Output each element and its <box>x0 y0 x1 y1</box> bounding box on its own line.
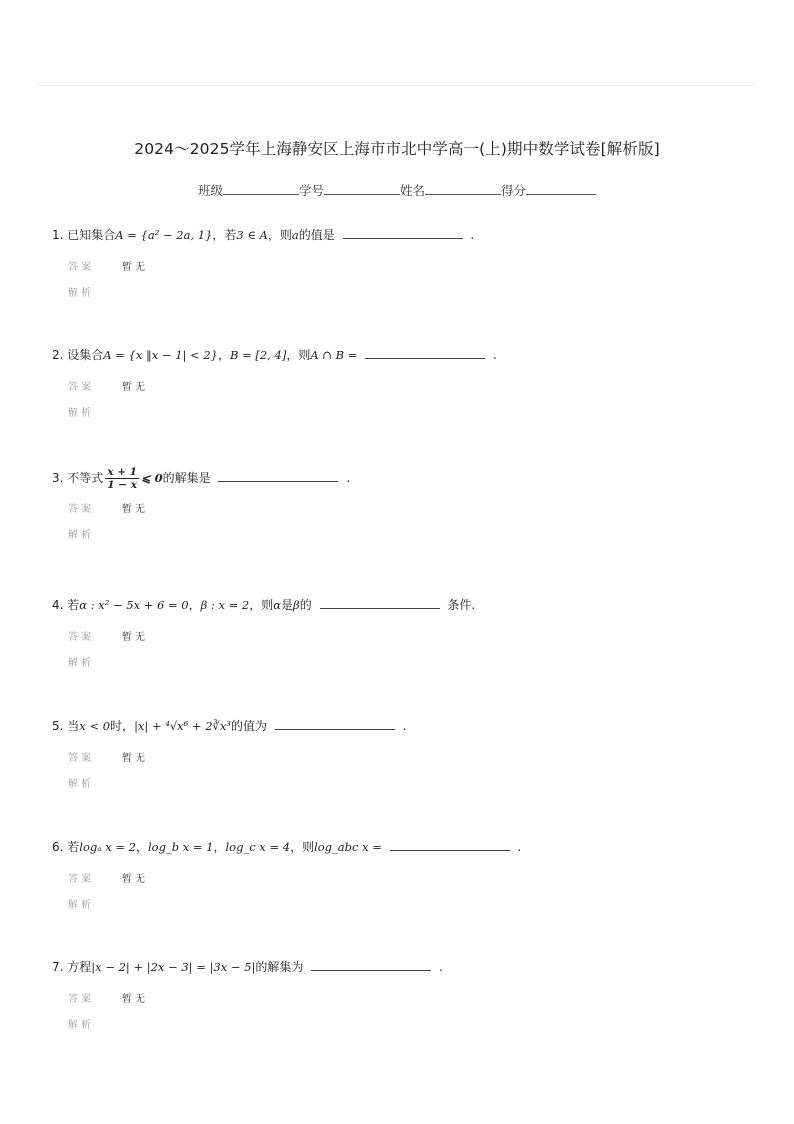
question-number: 2. <box>52 348 64 362</box>
question-connector: 时， <box>110 719 135 733</box>
question-6 <box>52 838 752 915</box>
question-1 <box>52 226 752 303</box>
analysis-row <box>52 655 752 673</box>
student-number-label: 学号 <box>298 183 324 198</box>
math-expression: |x − 2| + |2x − 3| = |3x − 5| <box>91 960 256 974</box>
analysis-row <box>52 405 752 423</box>
answer-label: 答案 <box>68 632 94 643</box>
question-number: 7. <box>52 960 64 974</box>
answer-value: 暂无 <box>122 632 148 643</box>
question-suffix: 的解集是 <box>162 471 211 485</box>
math-expression: x < 0 <box>79 719 111 733</box>
answer-row <box>52 871 752 889</box>
analysis-row <box>52 897 752 915</box>
question-connector: 是 <box>281 598 294 612</box>
math-expression: 3 ∈ A <box>236 228 268 242</box>
question-connector: ，则 <box>286 348 311 362</box>
question-suffix: 的值为 <box>230 719 267 733</box>
fraction-numerator: x + 1 <box>107 466 137 478</box>
class-field <box>198 182 299 200</box>
answer-blank[interactable] <box>311 958 431 971</box>
answer-label: 答案 <box>68 382 94 393</box>
analysis-label: 解析 <box>68 288 94 299</box>
math-expression: |x| + ⁴√x⁶ + 2∛x³ <box>134 719 231 733</box>
answer-row <box>52 629 752 647</box>
answer-label: 答案 <box>68 504 94 515</box>
student-info-row <box>0 182 794 200</box>
question-suffix: 的 <box>299 598 312 612</box>
question-text <box>52 466 752 491</box>
analysis-label: 解析 <box>68 408 94 419</box>
score-blank[interactable] <box>526 182 596 195</box>
question-end: . <box>346 471 351 485</box>
answer-value: 暂无 <box>122 753 148 764</box>
question-connector: ，若 <box>212 228 237 242</box>
answer-blank[interactable] <box>343 226 463 239</box>
question-connector: ， <box>188 598 201 612</box>
name-field <box>400 182 501 200</box>
question-prefix: 已知集合 <box>67 228 116 242</box>
math-expression: α : x² − 5x + 6 = 0 <box>79 598 189 612</box>
question-text <box>52 717 752 735</box>
answer-blank[interactable] <box>320 596 440 609</box>
question-prefix: 若 <box>67 840 80 854</box>
fraction <box>105 466 139 491</box>
student-number-blank[interactable] <box>324 182 400 195</box>
answer-value: 暂无 <box>122 874 148 885</box>
math-variable: β <box>293 598 300 612</box>
question-text <box>52 596 752 614</box>
question-number: 5. <box>52 719 64 733</box>
math-expression: log_b x = 1 <box>148 840 214 854</box>
question-connector: ，则 <box>249 598 274 612</box>
question-connector: ， <box>213 840 226 854</box>
analysis-label: 解析 <box>68 658 94 669</box>
score-label: 得分 <box>501 183 527 198</box>
analysis-label: 解析 <box>68 779 94 790</box>
question-text <box>52 226 752 244</box>
question-connector: ， <box>217 348 230 362</box>
score-field <box>501 182 596 200</box>
question-connector: ，则 <box>290 840 315 854</box>
analysis-label: 解析 <box>68 900 94 911</box>
name-blank[interactable] <box>425 182 501 195</box>
question-suffix: 的值是 <box>298 228 335 242</box>
analysis-label: 解析 <box>68 1020 94 1031</box>
question-prefix: 当 <box>67 719 80 733</box>
question-connector: ， <box>135 840 148 854</box>
math-expression: log_c x = 4 <box>225 840 291 854</box>
math-expression: β : x = 2 <box>200 598 250 612</box>
math-variable: a <box>291 228 299 242</box>
analysis-row <box>52 776 752 794</box>
math-expression: ⩽ 0 <box>140 471 163 485</box>
answer-blank[interactable] <box>390 838 510 851</box>
class-label: 班级 <box>197 183 223 198</box>
answer-row <box>52 259 752 277</box>
answer-blank[interactable] <box>365 346 485 359</box>
answer-row <box>52 379 752 397</box>
fraction-denominator: 1 − x <box>107 479 137 491</box>
answer-row <box>52 750 752 768</box>
question-number: 3. <box>52 471 64 485</box>
math-expression: B = [2, 4] <box>229 348 287 362</box>
page-title: 2024～2025学年上海静安区上海市市北中学高一(上)期中数学试卷[解析版] <box>134 140 660 158</box>
question-suffix: 的解集为 <box>255 960 304 974</box>
analysis-row <box>52 527 752 545</box>
answer-value: 暂无 <box>122 504 148 515</box>
question-7 <box>52 958 752 1035</box>
answer-value: 暂无 <box>122 262 148 273</box>
question-number: 6. <box>52 840 64 854</box>
answer-blank[interactable] <box>218 469 338 482</box>
question-end: 条件. <box>447 598 476 612</box>
question-prefix: 设集合 <box>67 348 104 362</box>
question-end: . <box>492 348 497 362</box>
question-text <box>52 838 752 856</box>
question-text <box>52 958 752 976</box>
question-2 <box>52 346 752 423</box>
answer-label: 答案 <box>68 753 94 764</box>
answer-row <box>52 991 752 1009</box>
question-end: . <box>402 719 407 733</box>
answer-value: 暂无 <box>122 994 148 1005</box>
question-prefix: 若 <box>67 598 80 612</box>
analysis-row <box>52 1017 752 1035</box>
question-number: 1. <box>52 228 64 242</box>
analysis-label: 解析 <box>68 530 94 541</box>
analysis-row <box>52 285 752 303</box>
math-variable: α <box>273 598 282 612</box>
question-connector: ，则 <box>267 228 292 242</box>
answer-row <box>52 501 752 519</box>
answer-blank[interactable] <box>275 717 395 730</box>
answer-label: 答案 <box>68 874 94 885</box>
header-divider <box>36 85 756 86</box>
question-end: . <box>470 228 475 242</box>
question-4 <box>52 596 752 673</box>
math-expression: logₐ x = 2 <box>79 840 136 854</box>
question-5 <box>52 717 752 794</box>
question-text <box>52 346 752 364</box>
math-expression: log_abc x = <box>314 840 382 854</box>
name-label: 姓名 <box>400 183 426 198</box>
question-number: 4. <box>52 598 64 612</box>
answer-label: 答案 <box>68 262 94 273</box>
class-blank[interactable] <box>223 182 299 195</box>
question-prefix: 不等式 <box>67 471 104 485</box>
answer-value: 暂无 <box>122 382 148 393</box>
math-expression: A = {a² − 2a, 1} <box>115 228 213 242</box>
question-prefix: 方程 <box>67 960 92 974</box>
question-end: . <box>439 960 443 974</box>
student-number-field <box>299 182 400 200</box>
question-3 <box>52 466 752 545</box>
math-expression: A = {x ‖x − 1| < 2} <box>103 348 218 362</box>
question-end: . <box>517 840 522 854</box>
math-expression: A ∩ B = <box>310 348 358 362</box>
answer-label: 答案 <box>68 994 94 1005</box>
